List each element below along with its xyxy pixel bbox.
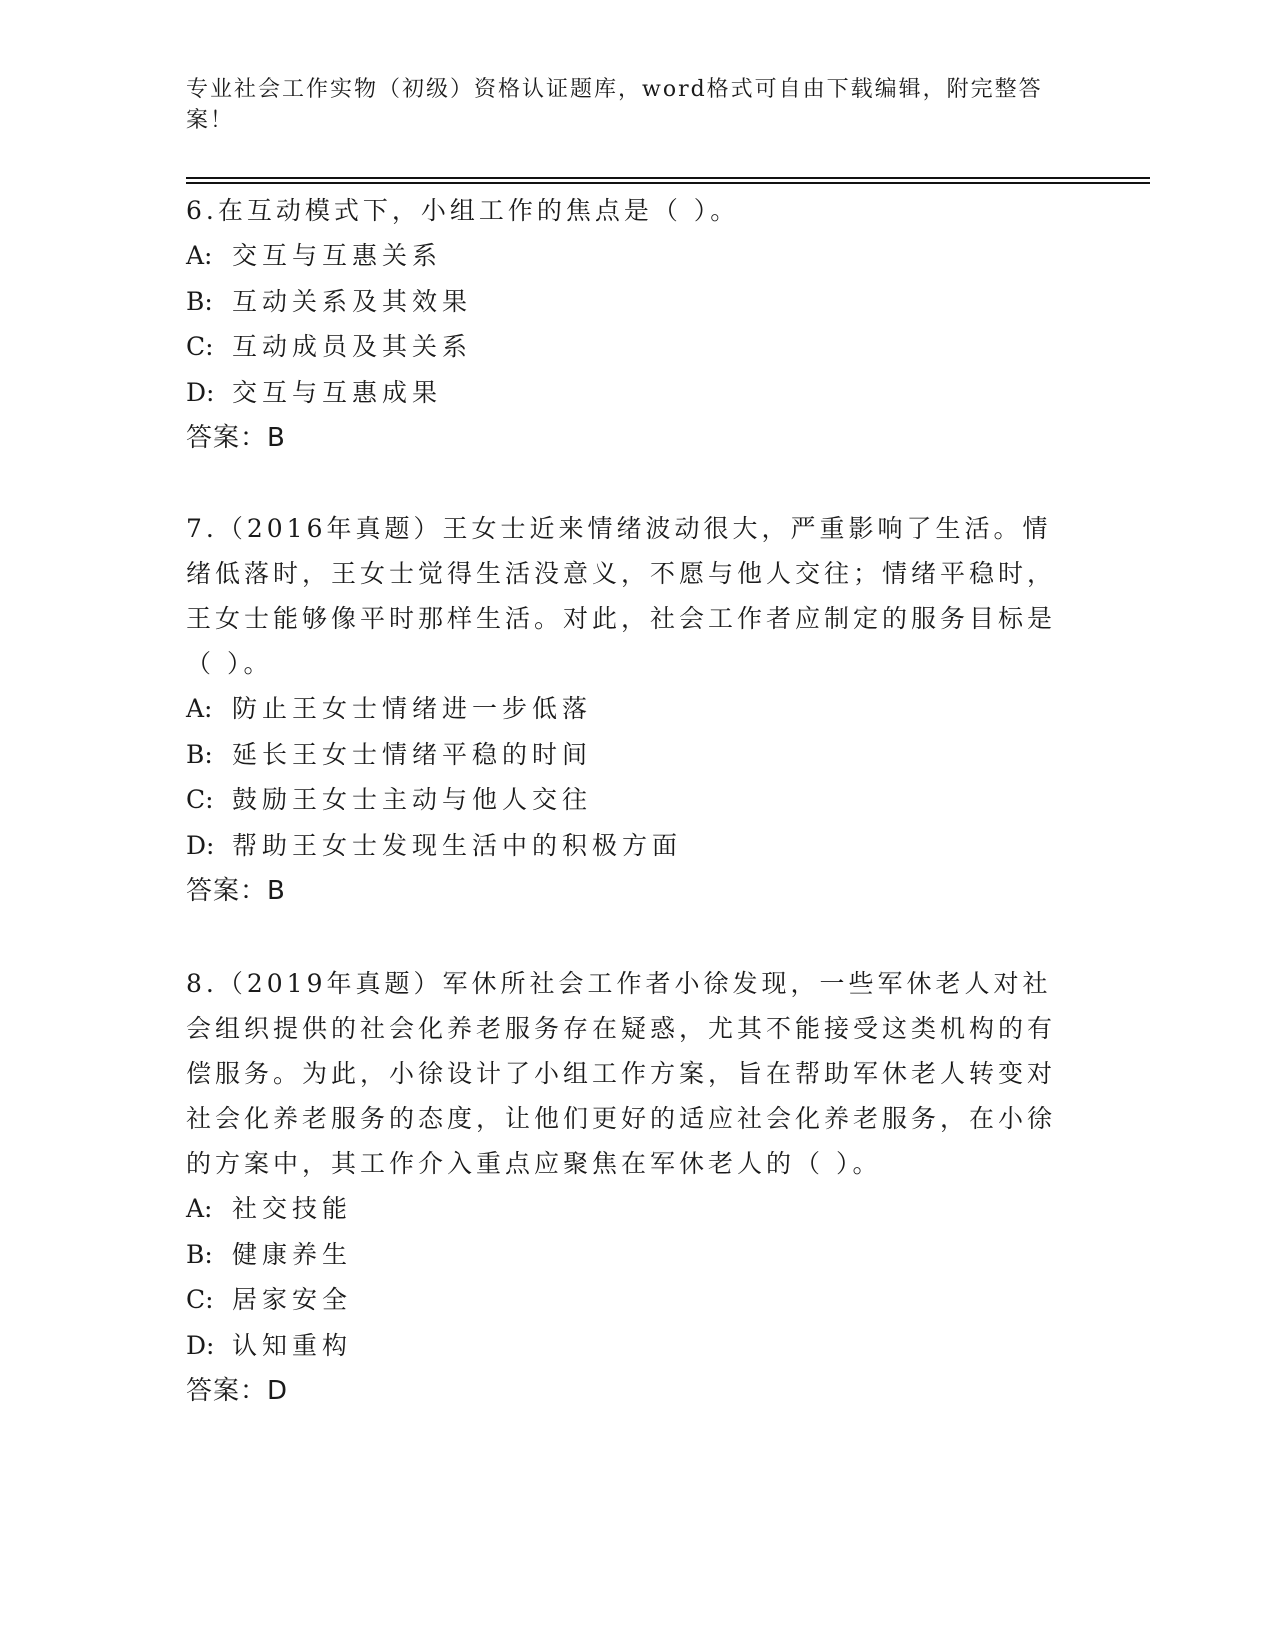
option-text: 交互与互惠关系 xyxy=(232,241,443,270)
option-letter: C: xyxy=(186,332,214,361)
option-b xyxy=(186,732,1066,778)
option-letter: B: xyxy=(186,1239,213,1269)
option-letter: D: xyxy=(186,377,215,407)
option-text: 防止王女士情绪进一步低落 xyxy=(232,694,593,723)
option-letter: D: xyxy=(186,1330,215,1360)
option-b xyxy=(186,1232,1066,1278)
option-d xyxy=(186,370,1066,416)
option-c xyxy=(186,1277,1066,1323)
option-c xyxy=(186,324,1066,370)
option-letter: B: xyxy=(186,739,213,769)
option-letter: C: xyxy=(186,1285,214,1314)
option-b xyxy=(186,279,1066,325)
option-text: 居家安全 xyxy=(232,1285,353,1314)
option-text: 互动关系及其效果 xyxy=(232,286,473,316)
option-letter: D: xyxy=(186,830,215,860)
document-header: 专业社会工作实物（初级）资格认证题库，word格式可自由下载编辑，附完整答案！ xyxy=(186,77,1043,133)
option-text: 认知重构 xyxy=(232,1330,353,1360)
answer-line: 答案：D xyxy=(186,1376,289,1406)
option-text: 互动成员及其关系 xyxy=(232,332,473,361)
question-stem: 6.在互动模式下，小组工作的焦点是（ ）。 xyxy=(186,196,740,225)
question-stem: 7.（2016年真题）王女士近来情绪波动很大，严重影响了生活。情绪低落时，王女士觉得生活没意义，不愿与他人交往；情绪平稳时，王女士能够像平时那样生活。对此，社会工作者应制定的服务目标是（ ）。 xyxy=(186,514,1057,678)
option-a xyxy=(186,686,1066,732)
option-a xyxy=(186,1186,1066,1232)
option-letter: A: xyxy=(186,241,213,270)
option-c xyxy=(186,777,1066,823)
option-text: 社交技能 xyxy=(232,1194,353,1223)
option-a xyxy=(186,233,1066,279)
option-text: 延长王女士情绪平稳的时间 xyxy=(232,739,593,769)
option-text: 交互与互惠成果 xyxy=(232,377,443,407)
option-letter: B: xyxy=(186,286,213,316)
option-text: 鼓励王女士主动与他人交往 xyxy=(232,785,593,814)
answer-line: 答案：B xyxy=(186,423,286,453)
option-text: 健康养生 xyxy=(232,1239,353,1269)
question-stem: 8.（2019年真题）军休所社会工作者小徐发现，一些军休老人对社会组织提供的社会化养老服务存在疑惑，尤其不能接受这类机构的有偿服务。为此，小徐设计了小组工作方案，旨在帮助军休老人转变对社会化养老服务的态度，让他们更好的适应社会化养老服务，在小徐的方案中，其工作介入重点应聚焦在军休老人的（ ）。 xyxy=(186,969,1057,1178)
question-6 xyxy=(186,188,1066,461)
option-text: 帮助王女士发现生活中的积极方面 xyxy=(232,830,683,860)
answer-line: 答案：B xyxy=(186,876,286,906)
option-d xyxy=(186,1323,1066,1369)
question-8 xyxy=(186,961,1066,1414)
option-d xyxy=(186,823,1066,869)
header-divider-bottom xyxy=(186,182,1150,184)
question-7 xyxy=(186,506,1066,914)
header-divider-top xyxy=(186,177,1150,179)
option-letter: C: xyxy=(186,785,214,814)
option-letter: A: xyxy=(186,1194,213,1223)
option-letter: A: xyxy=(186,694,213,723)
